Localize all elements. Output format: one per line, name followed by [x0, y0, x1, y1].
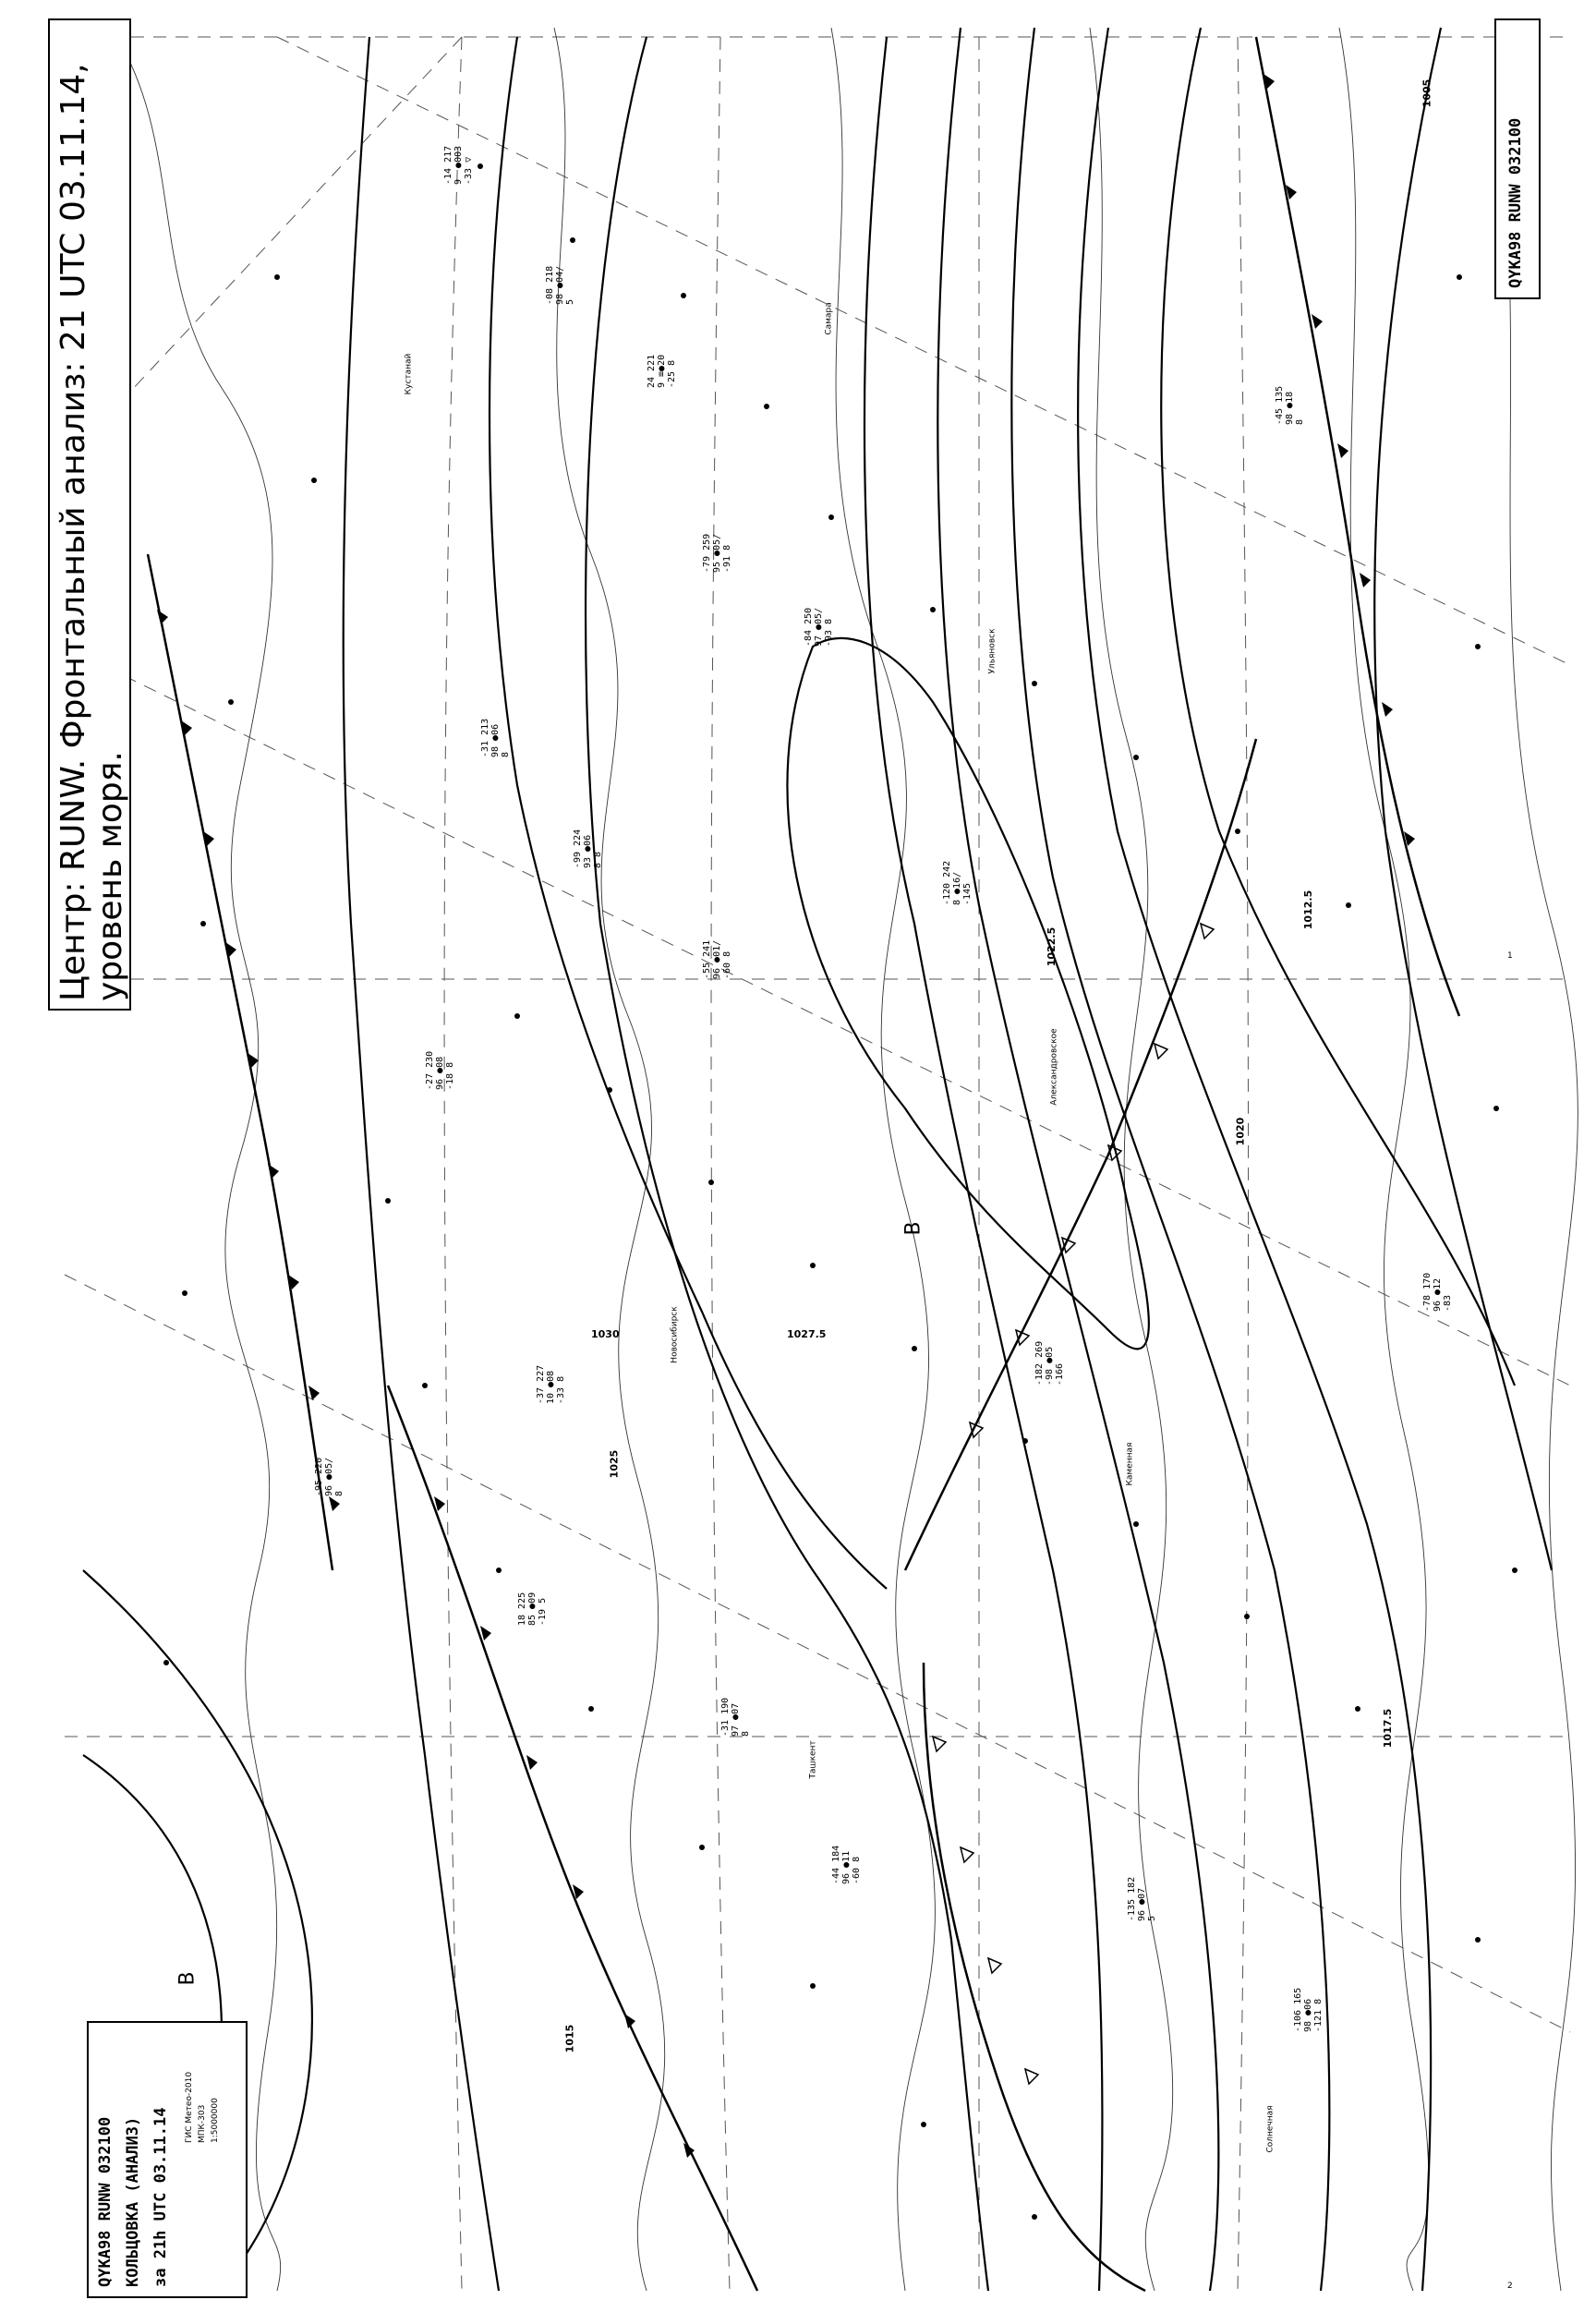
isobar-label-1017-5: 1017.5 [1382, 1708, 1395, 1749]
legend-box [87, 2021, 248, 2298]
station-report: -79 259 95 ●05/ -91 8 [702, 533, 732, 573]
frame-number: 1 [1507, 951, 1513, 961]
isobar-label-1027-5: 1027.5 [787, 1328, 827, 1340]
high-pressure-center-2: B [175, 1971, 200, 1986]
legend-line-kind: КОЛЬЦОВКА (АНАЛИЗ) [124, 2116, 142, 2287]
station-report: -31 190 97 ●07 8 [720, 1697, 751, 1737]
isobar-label-1005: 1005 [1421, 79, 1433, 108]
city-label: Новосибирск [670, 1306, 680, 1363]
legend-office: МПК-303 [198, 2104, 207, 2143]
station-report: -182 269 -98 ●05 -166 [1034, 1340, 1065, 1386]
station-report: -45 135 98 ●18 8 [1275, 385, 1305, 425]
title-banner [48, 18, 131, 1011]
station-report: -55 241 96 ●01/ -60 8 [702, 939, 732, 979]
city-label: Кустанай [404, 353, 414, 395]
station-report: -37 227 10 ●08 -33 8 [536, 1364, 566, 1404]
station-report: -106 165 98 ●06 -121 8 [1293, 1987, 1324, 2032]
city-label: Каменная [1125, 1442, 1135, 1486]
isobar-label-1030: 1030 [591, 1328, 620, 1340]
station-report: -08 218 98 ●04/ 5 [545, 265, 575, 305]
station-report: 24 221 9 ≡●20 -25 8 [647, 354, 677, 388]
isobar-label-1020: 1020 [1234, 1117, 1247, 1146]
city-label: Ульяновск [987, 628, 998, 674]
station-report: -31 213 98 ●06 8 [480, 718, 511, 757]
city-label: Александровское [1049, 1028, 1059, 1106]
product-code: QYKA98 RUNW 032100 [1506, 117, 1525, 288]
station-report: -44 184 96 ●11 -60 8 [831, 1845, 862, 1884]
station-report: -78 170 96 ●12 -83 [1422, 1272, 1453, 1312]
station-report: -99 224 93 ●06 8 8 [573, 829, 603, 868]
legend-product-code: QYKA98 RUNW 032100 [96, 2116, 115, 2287]
map-title: Центр: RUNW. Фронтальный анализ: 21 UTC 03.11.14, уровень моря. [54, 63, 129, 1001]
legend-software: ГИС Метео-2010 [185, 2071, 194, 2143]
high-pressure-center: B [901, 1221, 925, 1236]
isobar-label-1025: 1025 [608, 1449, 621, 1479]
city-label: Самара [824, 302, 834, 335]
product-code-box [1494, 18, 1541, 299]
city-label: Солнечная [1265, 2105, 1276, 2153]
station-report: 18 225 85 ●09 -19 5 [517, 1592, 548, 1626]
frame-number: 2 [1507, 2282, 1513, 2291]
legend-scale: 1:5000000 [211, 2098, 220, 2143]
station-report: -84 250 97 ●05/ -93 8 [804, 607, 834, 647]
isobar-label-1012-5: 1012.5 [1302, 890, 1315, 930]
station-report: -135 182 96 ●07 5 [1127, 1876, 1157, 1921]
station-report: -120 242 8 ●16/ -145 [942, 860, 973, 905]
station-report: -14 217 9 ●003 -33 ▽ [443, 145, 474, 185]
station-report: -95 220 96 ●05/ 8 [314, 1457, 345, 1496]
isobar-label-1015: 1015 [563, 2024, 576, 2053]
station-report: -27 230 96 ●08 -18 8 [425, 1050, 455, 1090]
city-label: Ташкент [808, 1740, 818, 1779]
legend-line-time: за 21h UTC 03.11.14 [151, 2107, 170, 2287]
isobar-label-1022-5: 1022.5 [1046, 926, 1058, 967]
